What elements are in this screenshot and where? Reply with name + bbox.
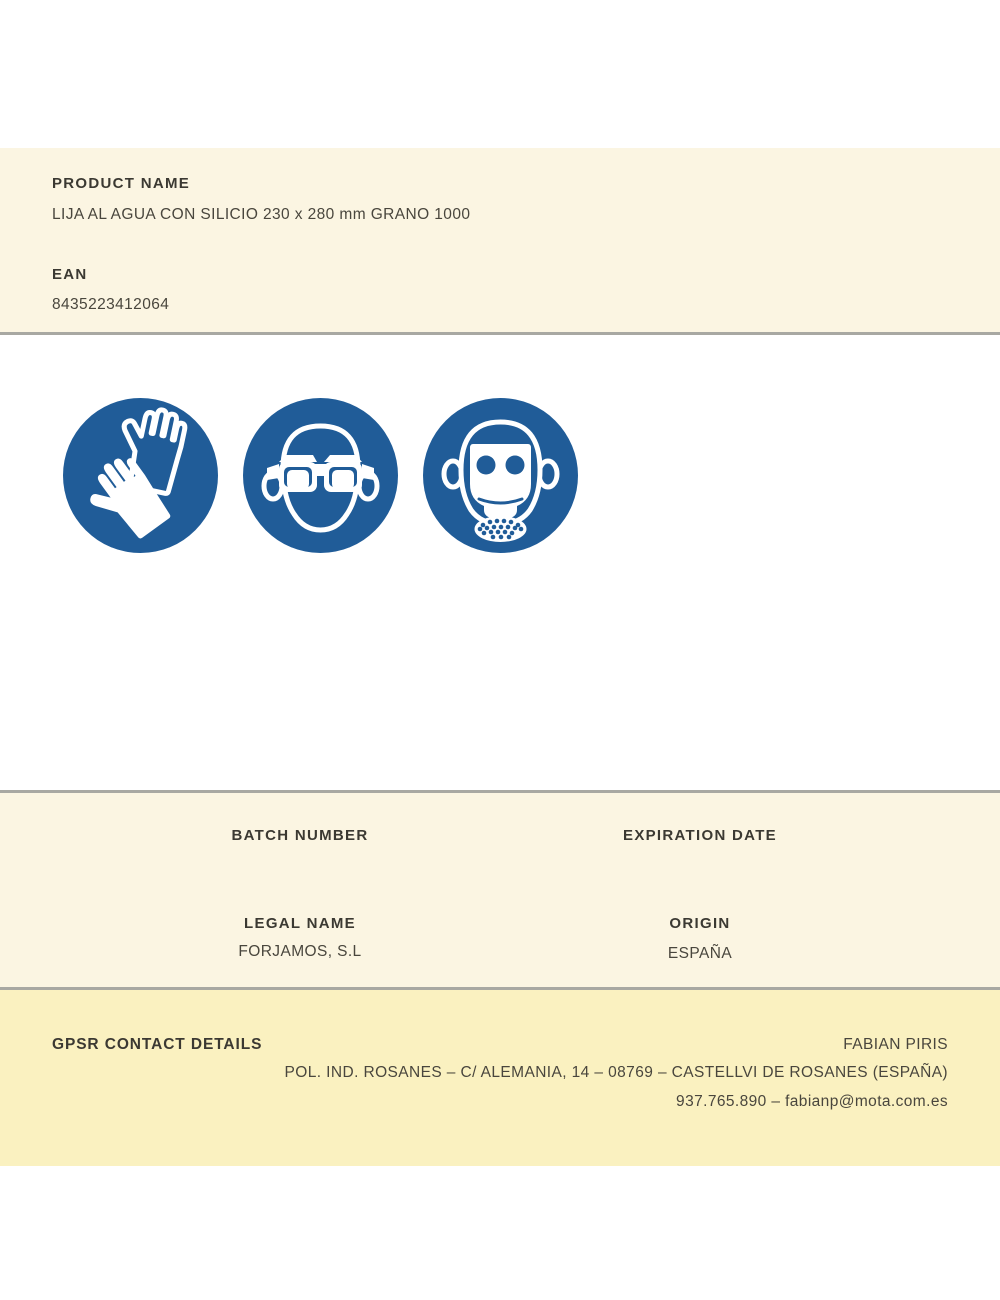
- product-section: [0, 148, 1000, 335]
- product-name-label: PRODUCT NAME: [52, 175, 191, 192]
- gpsr-contact-details-label: GPSR CONTACT DETAILS: [52, 1036, 263, 1053]
- wear-eye-protection-icon: [243, 398, 398, 553]
- expiration-date-label: EXPIRATION DATE: [623, 827, 777, 844]
- batch-section: [0, 790, 1000, 990]
- product-name-value: LIJA AL AGUA CON SILICIO 230 x 280 mm GRANO 1000: [52, 206, 471, 223]
- ean-label: EAN: [52, 266, 88, 283]
- safety-icons-row: [63, 398, 578, 553]
- gpsr-contact-name: FABIAN PIRIS: [843, 1036, 948, 1053]
- legal-name-label: LEGAL NAME: [244, 915, 356, 932]
- ean-value: 8435223412064: [52, 296, 170, 313]
- batch-number-label: BATCH NUMBER: [231, 827, 369, 844]
- wear-respiratory-protection-icon: [423, 398, 578, 553]
- origin-value: ESPAÑA: [667, 945, 733, 962]
- legal-name-value: FORJAMOS, S.L: [238, 943, 362, 960]
- wear-protective-gloves-icon: [63, 398, 218, 553]
- gpsr-contact-section: [0, 990, 1000, 1166]
- origin-label: ORIGIN: [669, 915, 731, 932]
- gpsr-address-line: POL. IND. ROSANES – C/ ALEMANIA, 14 – 08769 – CASTELLVI DE ROSANES (ESPAÑA): [284, 1064, 948, 1081]
- gpsr-phone-email-line: 937.765.890 – fabianp@mota.com.es: [676, 1093, 948, 1110]
